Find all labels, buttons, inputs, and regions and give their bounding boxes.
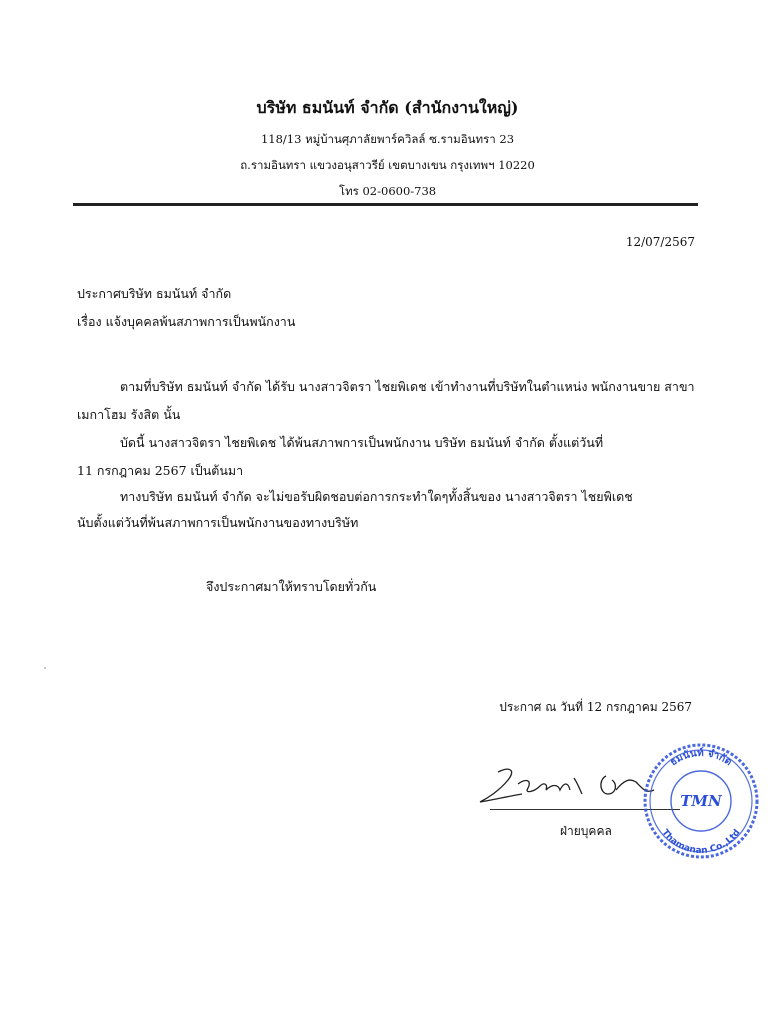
company-seal — [642, 742, 760, 860]
announcement-subject: เรื่อง แจ้งบุคคลพ้นสภาพการเป็นพนักงาน — [77, 314, 296, 329]
company-address-line-1: 118/13 หมู่บ้านศุภาลัยพาร์ควิลล์ ซ.รามอินทรา 23 — [260, 132, 515, 146]
document-date: 12/07/2567 — [625, 235, 695, 249]
body-paragraph-2-line-2: 11 กรกฎาคม 2567 เป็นต้นมา — [77, 463, 244, 478]
body-paragraph-3-line-1: ทางบริษัท ธมนันท์ จำกัด จะไม่ขอรับผิดชอบต่อการกระทำใดๆทั้งสิ้นของ นางสาวจิตรา ไชยพิเดช — [120, 489, 633, 504]
company-name: บริษัท ธมนันท์ จำกัด (สำนักงานใหญ่) — [256, 98, 519, 117]
company-address-line-2: ถ.รามอินทรา แขวงอนุสาวรีย์ เขตบางเขน กรุงเทพฯ 10220 — [240, 158, 535, 172]
body-paragraph-1-line-1: ตามที่บริษัท ธมนันท์ จำกัด ได้รับ นางสาวจิตรา ไชยพิเดช เข้าทำงานที่บริษัทในตำแหน่ง พนักงานขาย สาขา — [120, 379, 695, 394]
announcement-date: ประกาศ ณ วันที่ 12 กรกฎาคม 2567 — [499, 700, 692, 714]
svg-text:TMN: TMN — [680, 792, 722, 810]
svg-text:Thamanan Co.,Ltd: Thamanan Co.,Ltd — [659, 827, 743, 857]
svg-text:ธมนันท์ จำกัด: ธมนันท์ จำกัด — [668, 747, 734, 769]
body-paragraph-2-line-1: บัดนี้ นางสาวจิตรา ไชยพิเดช ได้พ้นสภาพการเป็นพนักงาน บริษัท ธมนันท์ จำกัด ตั้งแต่วันที่ — [120, 435, 604, 450]
company-phone: โทร 02-0600-738 — [338, 184, 437, 198]
scan-speck — [44, 667, 46, 669]
header-divider — [73, 203, 698, 206]
announcement-from: ประกาศบริษัท ธมนันท์ จำกัด — [77, 286, 232, 301]
signatory-department: ฝ่ายบุคคล — [560, 824, 612, 838]
body-paragraph-1-line-2: เมกาโฮม รังสิต นั้น — [77, 407, 181, 422]
closing-statement: จึงประกาศมาให้ทราบโดยทั่วกัน — [206, 579, 377, 594]
body-paragraph-3-line-2: นับตั้งแต่วันที่พ้นสภาพการเป็นพนักงานของทางบริษัท — [77, 515, 359, 530]
